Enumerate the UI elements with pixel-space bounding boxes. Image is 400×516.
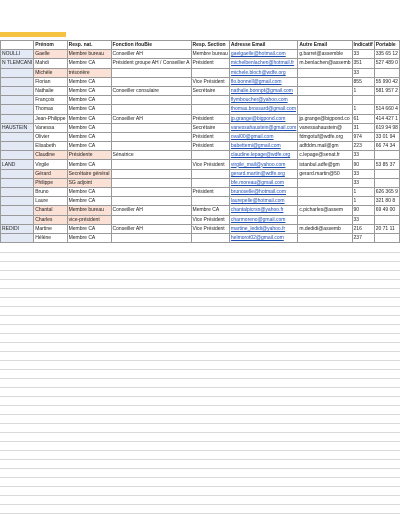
header-cell[interactable]: Indicatif (353, 42, 373, 49)
table-cell[interactable]: Conseiller AH (111, 206, 191, 215)
table-cell[interactable] (298, 215, 352, 224)
table-cell[interactable] (191, 233, 229, 242)
table-cell[interactable]: Membre CA (67, 77, 111, 86)
email-cell[interactable]: gaelgaelle@hotmail.com (229, 50, 297, 59)
table-cell[interactable] (298, 105, 352, 114)
table-cell[interactable]: 33 (352, 169, 374, 178)
table-cell[interactable]: Vice Président (191, 160, 229, 169)
table-cell[interactable] (298, 96, 352, 105)
grid-line (0, 306, 400, 307)
table-cell[interactable] (374, 68, 399, 77)
email-cell[interactable]: jp.grange@bigpond.com (229, 114, 297, 123)
table-cell[interactable]: 237 (352, 233, 374, 242)
table-cell[interactable] (191, 197, 229, 206)
table-cell[interactable] (111, 68, 191, 77)
table-cell[interactable]: Vice Président (191, 77, 229, 86)
header-cell[interactable]: Prénom (34, 41, 67, 50)
table-row (1, 105, 400, 114)
email-cell[interactable]: chantalpicrsn@yahoo.fr (229, 206, 297, 215)
table-cell[interactable]: 855 (352, 77, 374, 86)
email-cell[interactable]: flo.bonnell@gmail.com (229, 77, 297, 86)
table-cell[interactable] (111, 77, 191, 86)
table-cell[interactable]: Membre CA (67, 197, 111, 206)
table-cell[interactable]: Hélène (34, 233, 67, 242)
table-cell[interactable] (298, 233, 352, 242)
email-cell[interactable]: vanessahaustein@gmail.com (230, 124, 297, 131)
table-cell[interactable]: Conseiller consulaire (111, 86, 191, 95)
table-cell[interactable]: Secrétaire (191, 86, 229, 95)
table-cell[interactable]: 69 49 00 (374, 206, 399, 215)
table-cell[interactable]: Charles (34, 215, 67, 224)
table-cell[interactable]: 514 660 4 (375, 106, 398, 113)
table-row (1, 114, 400, 123)
table-cell[interactable]: Membre CA (67, 105, 111, 114)
table-cell[interactable] (1, 86, 34, 95)
table-cell[interactable]: 321 80 8 (374, 197, 399, 206)
table-cell[interactable]: g.barret@assemble (298, 50, 352, 59)
grid-line (0, 414, 400, 415)
table-cell[interactable] (1, 188, 34, 197)
table-cell[interactable]: 1 (352, 197, 374, 206)
table-row (1, 77, 400, 86)
table-cell[interactable] (191, 169, 229, 178)
table-cell[interactable]: 33 (352, 215, 374, 224)
grid-line (0, 288, 400, 289)
table-cell[interactable]: Gérard (34, 169, 67, 178)
table-cell[interactable]: Gaelle (34, 50, 67, 59)
table-cell[interactable]: 33 (352, 151, 374, 160)
email-cell[interactable]: michele.bloch@wdfe.org (229, 68, 297, 77)
table-cell[interactable]: François (34, 96, 67, 105)
email-cell[interactable]: virgile_mail@yahoo.com (229, 160, 297, 169)
table-cell[interactable] (1, 142, 34, 151)
table-cell[interactable] (1, 68, 34, 77)
table-cell[interactable]: Membre CA (191, 206, 229, 215)
table-cell[interactable] (374, 233, 399, 242)
table-cell[interactable]: 216 (352, 224, 374, 233)
table-cell[interactable]: Vanessa (34, 123, 67, 132)
table-cell[interactable] (374, 96, 399, 105)
table-cell[interactable]: Jean-Philippe (35, 115, 66, 122)
header-cell[interactable]: Portable (374, 41, 399, 50)
email-cell[interactable]: thomas.brossard@gmail.com (230, 106, 296, 113)
table-cell[interactable]: m.dedidi@assemb (298, 224, 352, 233)
table-cell[interactable]: 90 (352, 160, 374, 169)
table-cell[interactable]: 20 71 11 (374, 224, 399, 233)
table-cell[interactable]: Président (191, 132, 229, 141)
table-cell[interactable]: trésorière (67, 68, 111, 77)
grid-line (0, 423, 400, 424)
table-cell[interactable]: 1 (352, 86, 374, 95)
table-cell[interactable]: Membre CA (67, 59, 111, 68)
table-row (1, 86, 400, 95)
grid-line (0, 252, 400, 253)
table-cell[interactable]: 1 (352, 105, 374, 114)
table-cell[interactable]: 33 (352, 50, 374, 59)
table-cell[interactable]: Florian (34, 77, 67, 86)
table-cell[interactable]: 581 957 2 (375, 88, 398, 95)
table-cell[interactable]: 223 (352, 142, 374, 151)
table-cell[interactable] (191, 96, 229, 105)
table-cell[interactable]: 61 (352, 114, 374, 123)
table-cell[interactable] (111, 96, 191, 105)
table-cell[interactable]: N TLEMCANI (2, 60, 33, 67)
table-cell[interactable]: 53 85 37 (374, 160, 399, 169)
table-row (1, 123, 400, 132)
grid-line (0, 315, 400, 316)
table-cell[interactable] (1, 206, 34, 215)
grid-line (0, 504, 400, 505)
table-row (1, 197, 400, 206)
grid-line (0, 432, 400, 433)
table-cell[interactable] (191, 178, 229, 187)
table-cell[interactable]: gerard.martin@50 (298, 169, 352, 178)
table-cell[interactable] (352, 96, 374, 105)
grid-line (0, 270, 400, 271)
table-cell[interactable]: 33 01 94 (374, 132, 399, 141)
email-cell[interactable]: charmoreno@gmail.com (229, 215, 297, 224)
table-cell[interactable]: c.lepage@senat.fr (298, 151, 352, 160)
email-cell[interactable]: flymboucher@yahoo.com (229, 96, 297, 105)
table-cell[interactable]: 351 (352, 59, 374, 68)
table-cell[interactable] (111, 197, 191, 206)
email-cell[interactable]: nathalie.bonnpt@gmail.com (229, 86, 297, 95)
table-cell[interactable] (298, 188, 352, 197)
table-row (1, 233, 400, 242)
table-cell[interactable]: 1 (352, 188, 374, 197)
email-cell[interactable]: gerard.martin@wdfe.org (229, 169, 297, 178)
grid-line (0, 468, 400, 469)
table-cell[interactable] (298, 68, 352, 77)
header-cell[interactable]: Resp. Section (191, 41, 229, 50)
table-cell[interactable]: Martine (34, 224, 67, 233)
table-cell[interactable] (191, 151, 229, 160)
table-cell[interactable]: 527 489 0 (375, 60, 398, 67)
grid-line (0, 297, 400, 298)
email-cell[interactable]: helmorot02@gmail.com (229, 233, 297, 242)
table-cell[interactable]: 55 990 42 (375, 78, 398, 85)
table-cell[interactable] (111, 178, 191, 187)
table-cell[interactable] (374, 169, 399, 178)
table-cell[interactable] (1, 77, 34, 86)
grid-line (0, 477, 400, 478)
table-cell[interactable]: 414 427 1 (375, 115, 398, 122)
table-cell[interactable]: Membre CA (67, 86, 111, 95)
table-cell[interactable] (111, 105, 191, 114)
table-cell[interactable] (298, 178, 352, 187)
header-row (1, 41, 400, 50)
table-cell[interactable] (1, 96, 34, 105)
table-cell[interactable] (1, 178, 34, 187)
grid-line (0, 360, 400, 361)
header-cell[interactable]: Fonction ifouBie (111, 41, 191, 50)
table-cell[interactable] (1, 169, 34, 178)
table-cell[interactable]: 31 (352, 123, 374, 132)
table-cell[interactable] (111, 169, 191, 178)
header-cell[interactable]: Autre Email (298, 41, 352, 50)
table-row (1, 96, 400, 105)
table-row (1, 132, 400, 141)
table-cell[interactable]: Président (191, 59, 229, 68)
table-cell[interactable]: fdmgotuf@wdfe.org (298, 132, 352, 141)
table-cell[interactable]: Conseiller AH (111, 50, 191, 59)
table-cell[interactable] (1, 151, 34, 160)
table-row (1, 151, 400, 160)
table-cell[interactable]: 66 74 34 (374, 142, 399, 151)
table-cell[interactable]: Membre CA (67, 224, 111, 233)
grid-line (0, 495, 400, 496)
grid-line (0, 351, 400, 352)
table-row (1, 169, 400, 178)
table-cell[interactable] (191, 68, 229, 77)
table-cell[interactable]: 626 365 9 (375, 189, 398, 196)
table-cell[interactable]: Claudine (34, 151, 67, 160)
table-cell[interactable]: Mahdi (34, 59, 67, 68)
table-row (1, 206, 400, 215)
table-cell[interactable]: Elisabeth (34, 142, 67, 151)
table-cell[interactable]: Conseiller AH (111, 114, 191, 123)
grid-line (0, 513, 400, 514)
table-cell[interactable] (111, 188, 191, 197)
table-cell[interactable] (111, 132, 191, 141)
table-cell[interactable]: Sénatrice (111, 151, 191, 160)
grid-line (0, 405, 400, 406)
table-cell[interactable] (1, 233, 34, 242)
table-cell[interactable] (111, 233, 191, 242)
table-cell[interactable]: Membre CA (67, 160, 111, 169)
table-row (1, 59, 400, 68)
table-cell[interactable]: HAUSTEIN (1, 123, 34, 132)
email-cell[interactable]: laurepelle@hotmail.com (229, 197, 297, 206)
table-cell[interactable]: vanessahaustein@ (298, 123, 352, 132)
table-cell[interactable]: Président (191, 114, 229, 123)
table-cell[interactable]: vice-président (67, 215, 111, 224)
table-row (1, 50, 400, 59)
grid-line (0, 486, 400, 487)
table-cell[interactable]: Vice Président (191, 215, 229, 224)
table-cell[interactable] (1, 215, 34, 224)
table-cell[interactable]: Membre bureau (67, 50, 111, 59)
table-cell[interactable]: 90 (352, 206, 374, 215)
table-cell[interactable]: Virgile (34, 160, 67, 169)
table-cell[interactable]: Présidente (67, 151, 111, 160)
selected-header-band (0, 32, 66, 37)
header-cell[interactable]: Resp. nat. (67, 41, 111, 50)
table-cell[interactable]: Thomas (34, 105, 67, 114)
table-cell[interactable]: 335 65 12 (375, 51, 398, 58)
table-cell[interactable]: Membre bureau (192, 51, 228, 58)
members-table (0, 40, 400, 243)
table-cell[interactable]: Président groupe AH / Conseiller A (112, 60, 190, 67)
table-cell[interactable]: REDIDI (1, 224, 34, 233)
email-cell[interactable]: michelbenlachen@hotmail.fr (229, 59, 297, 68)
table-cell[interactable]: Membre CA (67, 96, 111, 105)
grid-line (0, 378, 400, 379)
email-cell[interactable]: bfe.moreau@gmail.com (229, 178, 297, 187)
table-cell[interactable]: m.benlachen@assemb (299, 60, 351, 67)
table-cell[interactable]: adfddm.mail@gm (298, 142, 352, 151)
table-row (1, 142, 400, 151)
grid-line (0, 342, 400, 343)
table-cell[interactable]: Laure (34, 197, 67, 206)
table-cell[interactable] (111, 215, 191, 224)
table-cell[interactable] (111, 123, 191, 132)
table-cell[interactable]: Nathalie (34, 86, 67, 95)
table-cell[interactable] (374, 215, 399, 224)
table-row (1, 224, 400, 233)
table-cell[interactable] (111, 142, 191, 151)
table-cell[interactable]: Président (191, 142, 229, 151)
table-cell[interactable] (1, 114, 34, 123)
table-cell[interactable]: jp.grange@bigpond.co (298, 114, 352, 123)
table-cell[interactable] (298, 197, 352, 206)
grid-line (0, 333, 400, 334)
table-cell[interactable] (1, 132, 34, 141)
email-cell[interactable]: brunoselle@hotmail.com (229, 188, 297, 197)
table-cell[interactable]: istanbul.adfe@gm (298, 160, 352, 169)
email-cell[interactable]: martine_ledidi@yahoo.fr (229, 224, 297, 233)
table-row (1, 215, 400, 224)
table-cell[interactable]: Olivier (34, 132, 67, 141)
table-cell[interactable] (298, 86, 352, 95)
table-cell[interactable]: SG adjoint (67, 178, 111, 187)
table-row (1, 178, 400, 187)
table-cell[interactable]: Membre CA (67, 188, 111, 197)
table-cell[interactable]: Vice Président (191, 224, 229, 233)
table-cell[interactable]: Membre CA (67, 132, 111, 141)
header-cell[interactable] (1, 41, 34, 50)
grid-line (0, 450, 400, 451)
table-cell[interactable]: 974 (352, 132, 374, 141)
table-cell[interactable]: Secrétaire général (68, 170, 110, 177)
grid-line (0, 387, 400, 388)
table-cell[interactable]: Secrétaire (191, 123, 229, 132)
table-cell[interactable] (1, 105, 34, 114)
table-cell[interactable] (191, 105, 229, 114)
grid-line (0, 396, 400, 397)
table-cell[interactable]: Chantal (34, 206, 67, 215)
table-cell[interactable]: Membre CA (67, 142, 111, 151)
grid-line (0, 441, 400, 442)
grid-line (0, 261, 400, 262)
table-cell[interactable] (1, 197, 34, 206)
table-row (1, 160, 400, 169)
table-cell[interactable] (374, 151, 399, 160)
table-cell[interactable] (374, 178, 399, 187)
grid-line (0, 279, 400, 280)
table-cell[interactable]: Membre CA (67, 123, 111, 132)
table-cell[interactable]: Membre bureau (67, 206, 111, 215)
table-cell[interactable]: Président (191, 188, 229, 197)
table-cell[interactable]: Membre CA (67, 233, 111, 242)
table-cell[interactable]: Philippe (34, 178, 67, 187)
table-cell[interactable]: Membre CA (67, 114, 111, 123)
table-cell[interactable]: Bruno (34, 188, 67, 197)
header-cell[interactable]: Adresse Email (229, 41, 297, 50)
email-cell[interactable]: claudine.lepage@wdfe.org (229, 151, 297, 160)
table-cell[interactable]: 619 94 98 (375, 124, 398, 131)
table-cell[interactable]: NOULLI (1, 50, 34, 59)
grid-line (0, 324, 400, 325)
grid-line (0, 369, 400, 370)
table-cell[interactable]: 33 (352, 178, 374, 187)
table-cell[interactable]: 33 (352, 68, 374, 77)
grid-line (0, 459, 400, 460)
email-cell[interactable]: babettemi@gmail.com (229, 142, 297, 151)
table-cell[interactable]: c.picharles@assem (298, 206, 352, 215)
table-row (1, 68, 400, 77)
table-cell[interactable] (111, 160, 191, 169)
table-cell[interactable] (298, 77, 352, 86)
table-row (1, 188, 400, 197)
table-cell[interactable]: Michèle (34, 68, 67, 77)
table-cell[interactable]: Conseiller AH (111, 224, 191, 233)
table-cell[interactable]: LAND (1, 160, 34, 169)
email-cell[interactable]: oval00@gmail.com (229, 132, 297, 141)
